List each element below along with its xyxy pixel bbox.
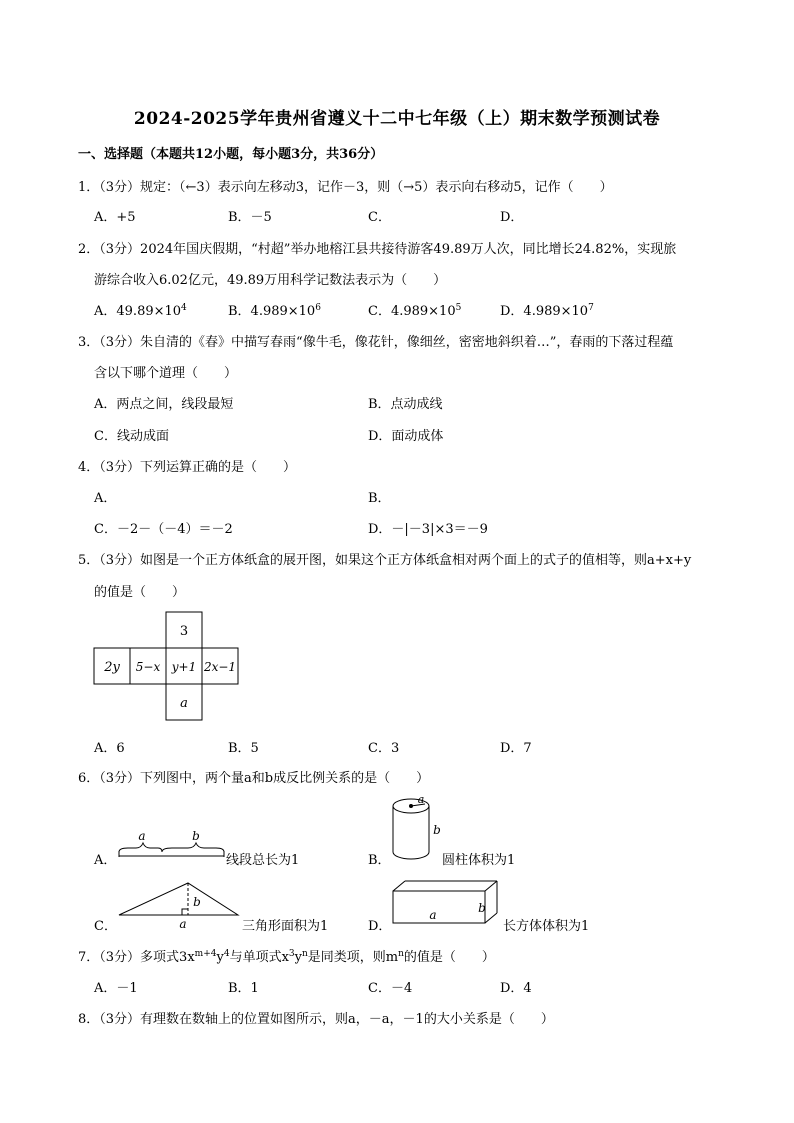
q6-option-a-text: 线段总长为1 [226,853,300,868]
question-3-stem-line1: 3．（3分）朱自清的《春》中描写春雨“像牛毛，像花针，像细丝，密密地斜织着…”，春雨的下落过程蕴 [78,335,674,350]
q4-option-c[interactable]: C．－2－（－4）＝－2 [94,522,233,537]
triangle-label-a: a [179,917,187,930]
q4-option-a[interactable]: A． [94,491,117,506]
question-8-stem: 8．（3分）有理数在数轴上的位置如图所示，则a，－a，－1的大小关系是（ ） [78,1012,554,1027]
q7-option-c[interactable]: C．－4 [368,981,413,996]
question-6-stem: 6．（3分）下列图中，两个量a和b成反比例关系的是（ ） [78,771,430,786]
cylinder-label-b: b [433,823,441,837]
cuboid-label-b: b [478,901,486,915]
q1-option-a[interactable]: A．+5 [94,210,136,225]
net-label-mid-left: 5−x [135,660,161,674]
cuboid-label-a: a [429,908,437,922]
cube-net-figure [90,608,250,723]
q5-option-b[interactable]: B．5 [228,741,259,756]
q4-option-d[interactable]: D．－|－3|×3＝－9 [368,522,488,537]
question-5-stem-line1: 5．（3分）如图是一个正方体纸盒的展开图，如果这个正方体纸盒相对两个面上的式子的值相等，则a+x+y [78,553,692,568]
cylinder-label-a: a [417,796,425,806]
q6-option-c[interactable]: C． [94,919,117,934]
q6-option-a[interactable]: A． [94,853,117,868]
q3-option-d[interactable]: D．面动成体 [368,429,444,444]
segment-figure [116,828,228,862]
q6-option-d-text: 长方体体积为1 [503,919,590,934]
question-1-stem: 1．（3分）规定：（←3）表示向左移动3，记作－3，则（→5）表示向右移动5，记作（ ） [78,180,613,195]
q4-option-b[interactable]: B． [368,491,391,506]
q2-option-a[interactable]: A．$49.89\times 10^4$ [94,303,187,319]
question-2-stem-line2: 游综合收入6.02亿元，49.89万用科学记数法表示为（ ） [94,273,447,288]
cylinder-figure [388,796,444,864]
q2-option-d[interactable]: D．$4.989\times 10^7$ [500,303,594,319]
q2-option-c[interactable]: C．$4.989\times 10^5$ [368,303,462,319]
question-7-stem: 7．（3分）多项式$3x^{m+4}y^4$与单项式$x^3y^n$是同类项，则$m^n$的值是（ ） [78,949,495,965]
triangle-label-b: b [193,895,201,909]
q7-option-b[interactable]: B．1 [228,981,259,996]
q6-option-c-text: 三角形面积为1 [242,919,329,934]
segment-brace-b [162,843,224,852]
question-3-stem-line2: 含以下哪个道理（ ） [94,366,238,381]
section-heading: 一、选择题（本题共12小题，每小题3分，共36分） [78,147,384,162]
question-4-stem: 4．（3分）下列运算正确的是（ ） [78,460,297,475]
net-label-left: 2y [104,660,120,675]
q3-option-a[interactable]: A．两点之间，线段最短 [94,397,234,412]
q1-option-d[interactable]: D． [500,210,524,225]
q5-option-d[interactable]: D．7 [500,741,532,756]
segment-label-a: a [138,829,146,843]
q7-option-d[interactable]: D．4 [500,981,532,996]
question-2-stem-line1: 2．（3分）2024年国庆假期，“村超”举办地榕江县共接待游客49.89万人次，同比增长24.82%，实现旅 [78,242,677,257]
q5-option-c[interactable]: C．3 [368,741,400,756]
q1-option-b[interactable]: B．－5 [228,210,272,225]
q6-option-b[interactable]: B． [368,853,391,868]
segment-brace-a [119,843,162,852]
net-label-center: y+1 [171,660,197,674]
q5-option-a[interactable]: A．6 [94,741,125,756]
q1-option-c[interactable]: C． [368,210,391,225]
q2-option-b[interactable]: B．$4.989\times 10^6$ [228,303,321,319]
net-label-top: 3 [179,624,189,639]
triangle-figure [116,880,242,930]
q3-option-b[interactable]: B．点动成线 [368,397,443,412]
q6-option-d[interactable]: D． [368,919,392,934]
net-label-right: 2x−1 [203,660,237,674]
segment-label-b: b [192,829,200,843]
exam-title: 2024-2025学年贵州省遵义十二中七年级（上）期末数学预测试卷 [133,109,661,129]
q7-option-a[interactable]: A．－1 [94,981,138,996]
cuboid-figure [390,878,502,928]
net-label-bottom: a [180,696,188,711]
question-5-stem-line2: 的值是（ ） [94,585,186,600]
q6-option-b-text: 圆柱体积为1 [442,853,516,868]
q3-option-c[interactable]: C．线动成面 [94,429,169,444]
